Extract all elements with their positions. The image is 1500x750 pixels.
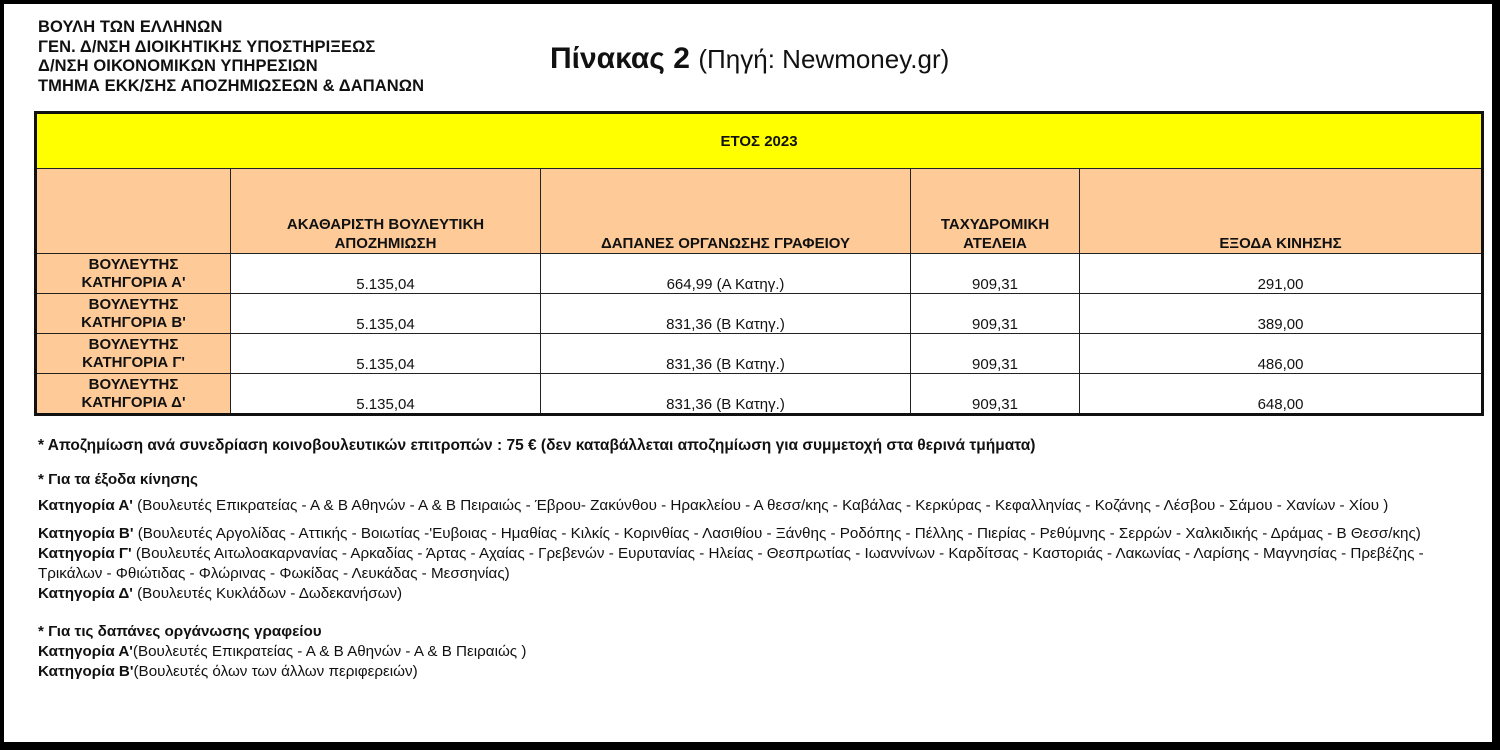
column-header-gross: ΑΚΑΘΑΡΙΣΤΗ ΒΟΥΛΕΥΤΙΚΗ ΑΠΟΖΗΜΙΩΣΗ bbox=[231, 169, 541, 254]
category-label: Κατηγορία Δ' bbox=[38, 585, 133, 602]
office-category bbox=[38, 662, 1478, 682]
category-label: Κατηγορία Β' bbox=[38, 663, 134, 680]
year-label: ΕΤΟΣ 2023 bbox=[36, 113, 1483, 169]
travel-category bbox=[38, 496, 1478, 516]
table-row bbox=[36, 374, 1483, 415]
document-page bbox=[4, 4, 1492, 742]
category-text: (Βουλευτές Αργολίδας - Αττικής - Βοιωτίας -'Ευβοιας - Ημαθίας - Κιλκίς - Κορινθίας - Λασιθίου - Ξάνθης - Ροδόπης - Πέλλης - Πιερίας - Ρεθύμνης - Σερρών - Χαλκιδικής - Δράμας - Β Θεσσ/κης) bbox=[133, 525, 1421, 542]
row-label bbox=[36, 254, 231, 294]
category-text: (Βουλευτές Κυκλάδων - Δωδεκανήσων) bbox=[132, 585, 403, 602]
cell-gross: 5.135,04 bbox=[231, 294, 541, 334]
organization-header bbox=[38, 18, 424, 96]
cell-travel: 389,00 bbox=[1080, 294, 1483, 334]
travel-heading: * Για τα έξοδα κίνησης bbox=[38, 471, 198, 488]
cell-gross: 5.135,04 bbox=[231, 254, 541, 294]
row-label bbox=[36, 294, 231, 334]
row-label-line: ΒΟΥΛΕΥΤΗΣ bbox=[88, 295, 179, 313]
category-label: Κατηγορία Α' bbox=[38, 497, 133, 514]
cell-travel: 648,00 bbox=[1080, 374, 1483, 415]
table-row bbox=[36, 254, 1483, 294]
table-row bbox=[36, 294, 1483, 334]
row-label-line: ΚΑΤΗΓΟΡΙΑ Γ' bbox=[82, 353, 185, 371]
travel-category bbox=[38, 524, 1478, 544]
category-text: (Βουλευτές Επικρατείας - Α & Β Αθηνών - Α & Β Πειραιώς - Έβρου- Ζακύνθου - Ηρακλείου - Α θεσσ/κης - Καβάλας - Κερκύρας - Κεφαλληνίας - Κοζάνης - Λέσβου - Σάμου - Χανίων - Χίου ) bbox=[132, 497, 1389, 514]
row-label-line: ΚΑΤΗΓΟΡΙΑ Α' bbox=[81, 273, 186, 291]
year-row bbox=[36, 113, 1483, 169]
cell-gross: 5.135,04 bbox=[231, 374, 541, 415]
category-label: Κατηγορία Β' bbox=[38, 525, 134, 542]
allowances-table bbox=[34, 111, 1484, 416]
table-row bbox=[36, 334, 1483, 374]
header-row bbox=[36, 169, 1483, 254]
cell-travel: 486,00 bbox=[1080, 334, 1483, 374]
column-header-office: ΔΑΠΑΝΕΣ ΟΡΓΑΝΩΣΗΣ ΓΡΑΦΕΙΟΥ bbox=[541, 169, 911, 254]
row-label-line: ΚΑΤΗΓΟΡΙΑ Β' bbox=[81, 313, 186, 331]
category-label: Κατηγορία Γ' bbox=[38, 545, 132, 562]
cell-office: 831,36 (Β Κατηγ.) bbox=[541, 334, 911, 374]
cell-office: 831,36 (Β Κατηγ.) bbox=[541, 374, 911, 415]
committee-note: * Αποζημίωση ανά συνεδρίαση κοινοβουλευτικών επιτροπών : 75 € (δεν καταβάλλεται αποζημίωση για συμμετοχή στα θερινά τμήματα) bbox=[38, 437, 1036, 454]
row-label-line: ΒΟΥΛΕΥΤΗΣ bbox=[88, 255, 179, 273]
office-category bbox=[38, 642, 1478, 662]
source-label: (Πηγή: Newmoney.gr) bbox=[698, 44, 950, 74]
org-line: ΤΜΗΜΑ ΕΚΚ/ΣΗΣ ΑΠΟΖΗΜΙΩΣΕΩΝ & ΔΑΠΑΝΩΝ bbox=[38, 76, 425, 95]
office-heading: * Για τις δαπάνες οργάνωσης γραφείου bbox=[38, 623, 322, 640]
row-label-line: ΒΟΥΛΕΥΤΗΣ bbox=[88, 335, 179, 353]
column-header-postal: ΤΑΧΥΔΡΟΜΙΚΗ ΑΤΕΛΕΙΑ bbox=[911, 169, 1080, 254]
org-line: ΒΟΥΛΗ ΤΩΝ ΕΛΛΗΝΩΝ bbox=[38, 18, 223, 36]
row-label-line: ΒΟΥΛΕΥΤΗΣ bbox=[88, 375, 179, 393]
row-label-line: ΚΑΤΗΓΟΡΙΑ Δ' bbox=[81, 393, 186, 411]
page-title bbox=[550, 42, 949, 76]
category-text: (Βουλευτές Αιτωλοακαρνανίας - Αρκαδίας - Άρτας - Αχαίας - Γρεβενών - Ευρυτανίας - Ηλείας - Θεσπρωτίας - Ιωαννίνων - Καρδίτσας - Καστοριάς - Λακωνίας - Λαρίσης - Μαγνησίας - Πρεβέζης - Τρικάλων - Φθιώτιδας - Φλώρινας - Φωκίδας - Λευκάδας - Μεσσηνίας) bbox=[38, 545, 1424, 582]
cell-postal: 909,31 bbox=[911, 334, 1080, 374]
table-title: Πίνακας 2 bbox=[550, 42, 690, 75]
column-header-empty bbox=[36, 169, 231, 254]
org-line: ΓΕΝ. Δ/ΝΣΗ ΔΙΟΙΚΗΤΙΚΗΣ ΥΠΟΣΤΗΡΙΞΕΩΣ bbox=[38, 37, 376, 56]
category-text: (Βουλευτές Επικρατείας - Α & Β Αθηνών - Α & Β Πειραιώς ) bbox=[132, 643, 527, 660]
category-text: (Βουλευτές όλων των άλλων περιφερειών) bbox=[133, 663, 418, 680]
cell-gross: 5.135,04 bbox=[231, 334, 541, 374]
org-line: Δ/ΝΣΗ ΟΙΚΟΝΟΜΙΚΩΝ ΥΠΗΡΕΣΙΩΝ bbox=[38, 57, 318, 75]
travel-category bbox=[38, 584, 1478, 604]
cell-office: 664,99 (Α Κατηγ.) bbox=[541, 254, 911, 294]
row-label bbox=[36, 374, 231, 415]
footnotes bbox=[38, 436, 1478, 682]
travel-category bbox=[38, 544, 1478, 584]
cell-postal: 909,31 bbox=[911, 374, 1080, 415]
cell-postal: 909,31 bbox=[911, 294, 1080, 334]
row-label bbox=[36, 334, 231, 374]
column-header-travel: ΕΞΟΔΑ ΚΙΝΗΣΗΣ bbox=[1080, 169, 1483, 254]
cell-postal: 909,31 bbox=[911, 254, 1080, 294]
cell-office: 831,36 (Β Κατηγ.) bbox=[541, 294, 911, 334]
category-label: Κατηγορία Α' bbox=[38, 643, 133, 660]
cell-travel: 291,00 bbox=[1080, 254, 1483, 294]
